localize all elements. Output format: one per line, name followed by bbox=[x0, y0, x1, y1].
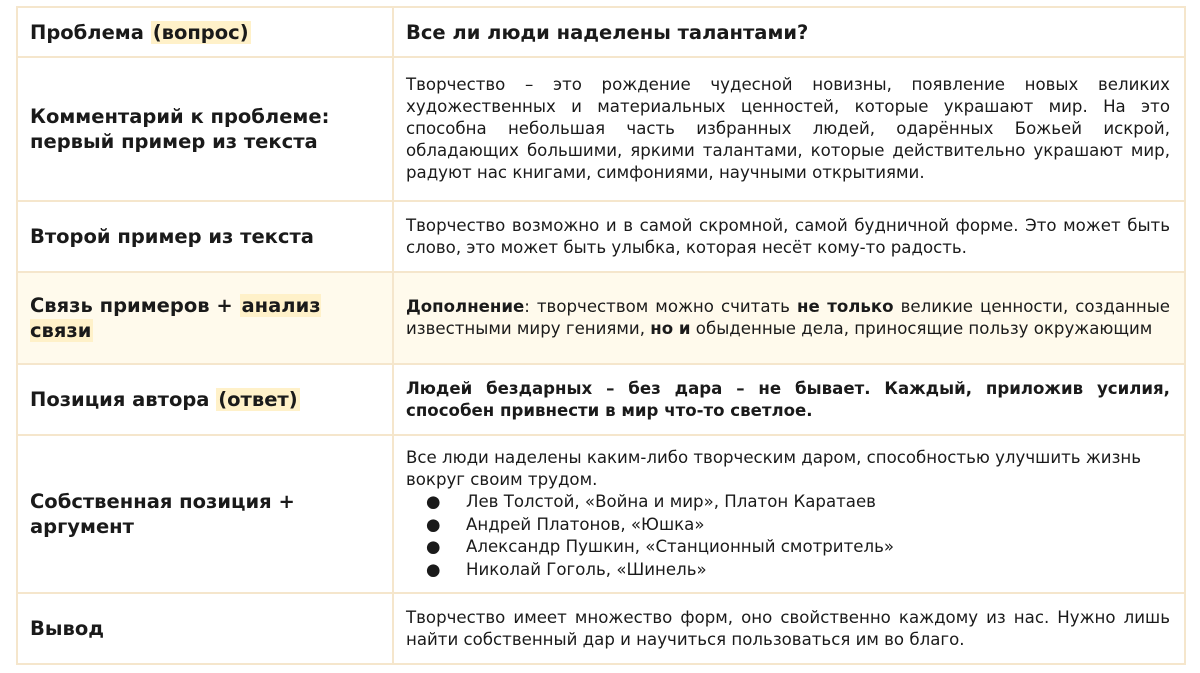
table-row-own-position bbox=[17, 435, 1185, 593]
argument-list bbox=[406, 491, 1170, 581]
bullet-icon: ● bbox=[426, 514, 441, 534]
bullet-icon: ● bbox=[426, 537, 441, 556]
table-row-conclusion bbox=[17, 593, 1185, 664]
bullet-icon: ● bbox=[426, 559, 441, 579]
highlight-analysis: анализ связи bbox=[30, 294, 321, 342]
own-position-intro: Все люди наделены каким-либо творческим даром, способностью улучшить жизнь вокруг своим трудом. bbox=[406, 448, 1142, 489]
row-label-conclusion: Вывод bbox=[17, 593, 393, 664]
table-row-comment bbox=[17, 57, 1185, 201]
list-item: ● Николай Гоголь, «Шинель» bbox=[426, 559, 1170, 582]
list-item: ● Андрей Платонов, «Юшка» bbox=[426, 514, 1170, 537]
bullet-icon: ● bbox=[426, 492, 441, 511]
table-row-author-position bbox=[17, 364, 1185, 435]
row-label-connection: Связь примеров + анализ связи bbox=[17, 272, 393, 364]
problem-question: Все ли люди наделены талантами? bbox=[393, 7, 1185, 57]
row-label-own-position: Собственная позиция + аргумент bbox=[17, 435, 393, 593]
row-label-problem: Проблема (вопрос) bbox=[17, 7, 393, 57]
row-label-second-example: Второй пример из текста bbox=[17, 201, 393, 272]
author-position-text: Людей бездарных – без дара – не бывает. Каждый, приложив усилия, способен привнести в мир что-то светлое. bbox=[393, 364, 1185, 435]
own-position-content bbox=[393, 435, 1185, 593]
row-label-comment: Комментарий к проблеме: первый пример из текста bbox=[17, 57, 393, 201]
second-example-text: Творчество возможно и в самой скромной, самой будничной форме. Это может быть слово, это может быть улыбка, которая несёт кому-то радость. bbox=[393, 201, 1185, 272]
table-row-problem bbox=[17, 7, 1185, 57]
table-row-second-example bbox=[17, 201, 1185, 272]
table-row-connection bbox=[17, 272, 1185, 364]
conclusion-text: Творчество имеет множество форм, оно свойственно каждому из нас. Нужно лишь найти собственный дар и научиться пользоваться им во благо. bbox=[393, 593, 1185, 664]
essay-plan-table bbox=[16, 6, 1186, 665]
highlight-answer: (ответ) bbox=[218, 388, 298, 411]
highlight-question: (вопрос) bbox=[152, 20, 249, 44]
list-item: ● Александр Пушкин, «Станционный смотритель» bbox=[426, 536, 1170, 559]
list-item: ● Лев Толстой, «Война и мир», Платон Каратаев bbox=[426, 491, 1170, 514]
connection-text: Дополнение: творчеством можно считать не только великие ценности, созданные известными миру гениями, но и обыденные дела, приносящие пользу окружающим bbox=[393, 272, 1185, 364]
first-example-text: Творчество – это рождение чудесной новизны, появление новых великих художественных и материальных ценностей, которые украшают мир. На это способна небольшая часть избранных людей, одарённых Божьей искрой, обладающих большими, яркими талантами, которые действительно украшают мир, радуют нас книгами, симфониями, научными открытиями. bbox=[393, 57, 1185, 201]
row-label-author-position: Позиция автора (ответ) bbox=[17, 364, 393, 435]
